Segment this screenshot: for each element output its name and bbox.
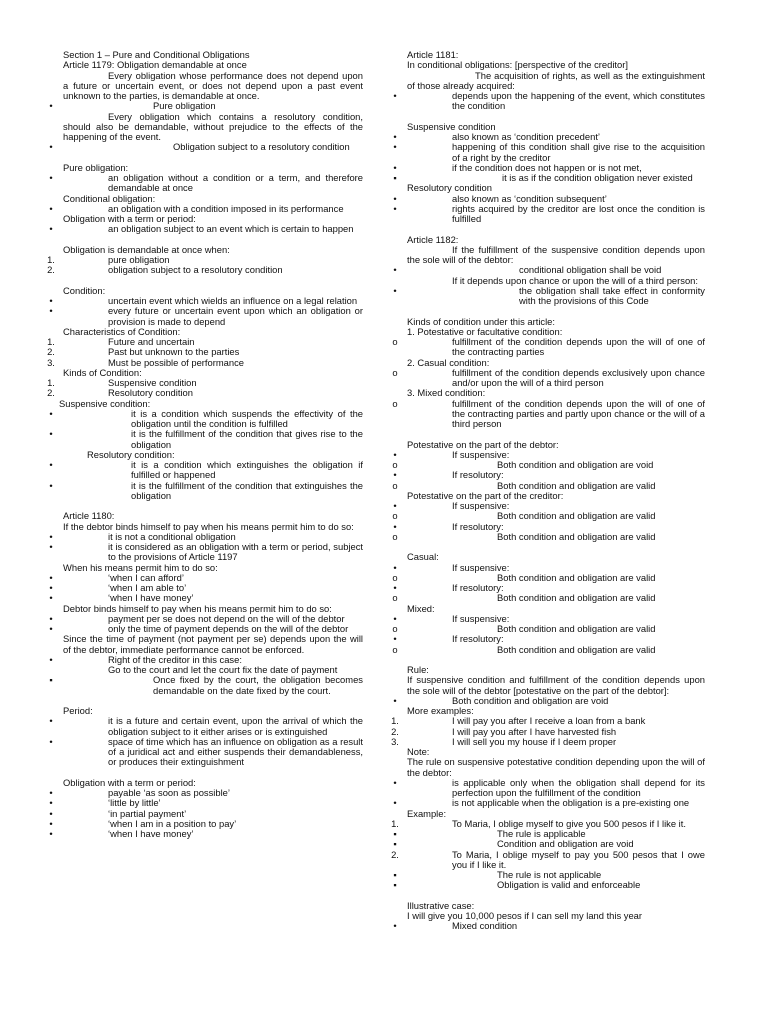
list-item: • payment per se does not depend on the will of the debtor bbox=[49, 612, 345, 624]
heading: Resolutory condition bbox=[407, 182, 492, 194]
list-item: o fulfillment of the condition depends exclusively upon chance and/or upon the will of a third person bbox=[392, 366, 705, 388]
paragraph: The acquisition of rights, as well as the extinguishment of those already acquired: bbox=[407, 69, 705, 91]
list-item: • depends upon the happening of the event, which constitutes the condition bbox=[393, 90, 705, 112]
paragraph: If the fulfillment of the suspensive condition depends upon the sole will of the debtor: bbox=[407, 243, 705, 265]
list-item: • uncertain event which wields an influence on a legal relation bbox=[49, 295, 358, 306]
heading: Kinds of Condition: bbox=[63, 366, 142, 378]
heading: Obligation with a term or period: bbox=[63, 213, 196, 224]
paragraph: If the debtor binds himself to pay when his means permit him to do so: bbox=[63, 520, 354, 532]
list-item: 2. To Maria, I oblige myself to pay you 500 pesos that I owe you if I like it. bbox=[391, 848, 705, 870]
heading: Condition: bbox=[63, 284, 106, 296]
list-item: • Both condition and obligation are void bbox=[393, 694, 609, 706]
list-item: o fulfillment of the condition depends upon the will of one of the contracting parties bbox=[392, 336, 705, 358]
heading: More examples: bbox=[407, 705, 474, 716]
list-item: • Mixed condition bbox=[393, 920, 518, 932]
heading: Casual: bbox=[407, 551, 439, 563]
list-item: • happening of this condition shall give rise to the acquisition of a right by the creditor bbox=[393, 141, 705, 163]
list-item: • is not applicable when the obligation is a pre-existing one bbox=[393, 797, 690, 809]
list-item: • if the condition does not happen or is not met, bbox=[393, 161, 642, 173]
paragraph: The rule on suspensive potestative condition depending upon the will of the debtor: bbox=[407, 756, 705, 778]
list-item: 3. I will sell you my house if I deem proper bbox=[391, 735, 617, 747]
list-item: • every future or uncertain event upon which an obligation or provision is made to depend bbox=[49, 305, 363, 327]
heading: Conditional obligation: bbox=[63, 192, 156, 204]
section-title: Section 1 – Pure and Conditional Obligations bbox=[63, 49, 250, 60]
heading: Period: bbox=[63, 705, 93, 716]
heading: Kinds of condition under this article: bbox=[407, 315, 555, 327]
list-item: o fulfillment of the condition depends upon the will of one of the contracting parties and partly upon chance or the will of a third person bbox=[392, 397, 705, 429]
left-column bbox=[47, 49, 363, 839]
list-item: • If resolutory: bbox=[393, 633, 504, 645]
list-item: • Pure obligation bbox=[49, 100, 216, 112]
list-item: • conditional obligation shall be void bbox=[393, 264, 662, 276]
list-item: • only the time of payment depends on the will of the debtor bbox=[49, 623, 349, 634]
paragraph: I will give you 10,000 pesos if I can sell my land this year bbox=[407, 910, 643, 921]
list-item: 1. To Maria, I oblige myself to give you 500 pesos if I like it. bbox=[391, 817, 686, 829]
heading: Suspensive condition: bbox=[59, 397, 151, 409]
paragraph: Every obligation which contains a resolutory condition, should also be demandable, without prejudice to the effects of the happening of the event. bbox=[63, 110, 363, 142]
paragraph: Since the time of payment (not payment per se) depends upon the will of the debtor, immediate performance cannot be enforced. bbox=[63, 633, 363, 655]
list-item: • ‘when I am able to’ bbox=[49, 582, 187, 593]
heading: Pure obligation: bbox=[63, 161, 129, 173]
list-item: 1. I will pay you after I receive a loan from a bank bbox=[391, 715, 646, 727]
list-item: • ‘when I can afford’ bbox=[49, 571, 184, 583]
list-item: o Both condition and obligation are valid bbox=[392, 592, 656, 604]
heading: Illustrative case: bbox=[407, 899, 475, 911]
paragraph: Go to the court and let the court fix the date of payment bbox=[108, 664, 338, 675]
heading: Mixed: bbox=[407, 602, 435, 614]
list-item: • it is the fulfillment of the condition that gives rise to the obligation bbox=[49, 428, 363, 450]
heading: When his means permit him to do so: bbox=[63, 561, 218, 573]
list-item: • payable ‘as soon as possible’ bbox=[49, 787, 230, 798]
list-item: o Both condition and obligation are valid bbox=[392, 530, 656, 542]
list-item: o Both condition and obligation are valid bbox=[392, 571, 656, 583]
list-item: ▪ Obligation is valid and enforceable bbox=[393, 879, 641, 891]
heading: Obligation is demandable at once when: bbox=[63, 243, 230, 255]
article-1181-heading: Article 1181: bbox=[407, 49, 459, 60]
list-item: • it is a condition which extinguishes the obligation if fulfilled or happened bbox=[49, 459, 363, 481]
heading: Obligation with a term or period: bbox=[63, 776, 196, 788]
list-item: • If suspensive: bbox=[393, 448, 510, 460]
heading: Potestative on the part of the creditor: bbox=[407, 489, 564, 501]
list-item: • an obligation subject to an event which is certain to happen bbox=[49, 223, 354, 235]
heading: 3. Mixed condition: bbox=[407, 387, 486, 399]
list-item: • an obligation without a condition or a term, and therefore demandable at once bbox=[49, 172, 363, 194]
list-item: 1. pure obligation bbox=[47, 254, 170, 265]
list-item: 2. Past but unknown to the parties bbox=[47, 346, 240, 358]
list-item: ▪ it is as if the condition obligation never existed bbox=[393, 172, 693, 183]
list-item: ▪ Condition and obligation are void bbox=[393, 838, 634, 850]
list-item: • If resolutory: bbox=[393, 582, 504, 593]
list-item: • an obligation with a condition imposed in its performance bbox=[49, 202, 344, 214]
list-item: • also known as ‘condition subsequent’ bbox=[393, 192, 607, 204]
heading: 1. Potestative or facultative condition: bbox=[407, 325, 563, 337]
list-item: o Both condition and obligation are valid bbox=[392, 623, 656, 634]
list-item: 1. Future and uncertain bbox=[47, 336, 195, 347]
list-item: • ‘when I am in a position to pay’ bbox=[49, 817, 237, 829]
article-1182-heading: Article 1182: bbox=[407, 233, 459, 245]
heading: 2. Casual condition: bbox=[407, 356, 490, 368]
list-item: • If suspensive: bbox=[393, 561, 510, 573]
paragraph: Debtor binds himself to pay when his means permit him to do so: bbox=[63, 602, 332, 614]
heading: Example: bbox=[407, 807, 447, 819]
list-item: • ‘little by little’ bbox=[49, 797, 161, 809]
heading: Resolutory condition: bbox=[87, 448, 175, 460]
article-1179-heading: Article 1179: Obligation demandable at once bbox=[63, 59, 247, 71]
list-item: • Right of the creditor in this case: bbox=[49, 653, 242, 665]
list-item: ▪ Once fixed by the court, the obligation becomes demandable on the date fixed by the court. bbox=[49, 674, 363, 696]
list-item: ▪ The rule is not applicable bbox=[393, 869, 602, 880]
list-item: • ‘in partial payment’ bbox=[49, 807, 187, 819]
list-item: o Both condition and obligation are valid bbox=[392, 510, 656, 522]
heading: Characteristics of Condition: bbox=[63, 325, 181, 337]
list-item: • ‘when I have money’ bbox=[49, 592, 194, 604]
list-item: ▪ The rule is applicable bbox=[393, 828, 586, 839]
list-item: o Both condition and obligation are valid bbox=[392, 479, 656, 491]
list-item: • ‘when I have money’ bbox=[49, 828, 194, 839]
paragraph: In conditional obligations: [perspective of the creditor] bbox=[407, 59, 628, 71]
list-item: • it is not a conditional obligation bbox=[49, 530, 236, 542]
heading: Suspensive condition bbox=[407, 120, 496, 132]
heading: Note: bbox=[407, 746, 430, 757]
list-item: • Obligation subject to a resolutory condition bbox=[49, 141, 350, 153]
list-item: 2. I will pay you after I have harvested fish bbox=[391, 725, 617, 737]
list-item: • If suspensive: bbox=[393, 500, 510, 511]
list-item: • If suspensive: bbox=[393, 612, 510, 624]
right-column bbox=[391, 49, 705, 932]
paragraph: Every obligation whose performance does not depend upon a future or uncertain event, or does not depend upon a past event unknown to the parties, is demandable at once. bbox=[63, 69, 363, 101]
list-item: • it is a condition which suspends the effectivity of the obligation until the condition is fulfilled bbox=[49, 407, 363, 429]
article-1180-heading: Article 1180: bbox=[63, 510, 115, 522]
list-item: • it is a future and certain event, upon the arrival of which the obligation subject to it either arises or is extinguished bbox=[49, 715, 363, 737]
list-item: 3. Must be possible of performance bbox=[47, 356, 245, 368]
list-item: 2. obligation subject to a resolutory condition bbox=[47, 264, 283, 276]
list-item: o Both condition and obligation are valid bbox=[392, 643, 656, 655]
heading: Potestative on the part of the debtor: bbox=[407, 438, 559, 450]
heading: Rule: bbox=[407, 664, 429, 675]
paragraph: If it depends upon chance or upon the will of a third person: bbox=[452, 274, 698, 286]
list-item: o Both condition and obligation are void bbox=[392, 459, 654, 470]
list-item: • it is considered as an obligation with a term or period, subject to the provisions of Article 1197 bbox=[49, 541, 363, 563]
list-item: • is applicable only when the obligation shall depend for its perfection upon the fulfillment of the condition bbox=[393, 776, 705, 798]
list-item: • space of time which has an influence on obligation as a result of a juridical act and either suspends their demandableness, or produces their extinguishment bbox=[49, 735, 363, 768]
paragraph: If suspensive condition and fulfillment of the condition depends upon the sole will of the debtor [potestative on the part of the debtor]: bbox=[407, 674, 705, 696]
list-item: • If resolutory: bbox=[393, 520, 504, 532]
list-item: • it is the fulfillment of the condition that extinguishes the obligation bbox=[49, 479, 363, 501]
list-item: 1. Suspensive condition bbox=[47, 377, 197, 388]
list-item: • also known as ‘condition precedent’ bbox=[393, 131, 601, 142]
list-item: 2. Resolutory condition bbox=[47, 387, 193, 399]
list-item: • the obligation shall take effect in conformity with the provisions of this Code bbox=[393, 284, 705, 306]
list-item: • rights acquired by the creditor are lost once the condition is fulfilled bbox=[393, 202, 705, 224]
list-item: • If resolutory: bbox=[393, 469, 504, 481]
